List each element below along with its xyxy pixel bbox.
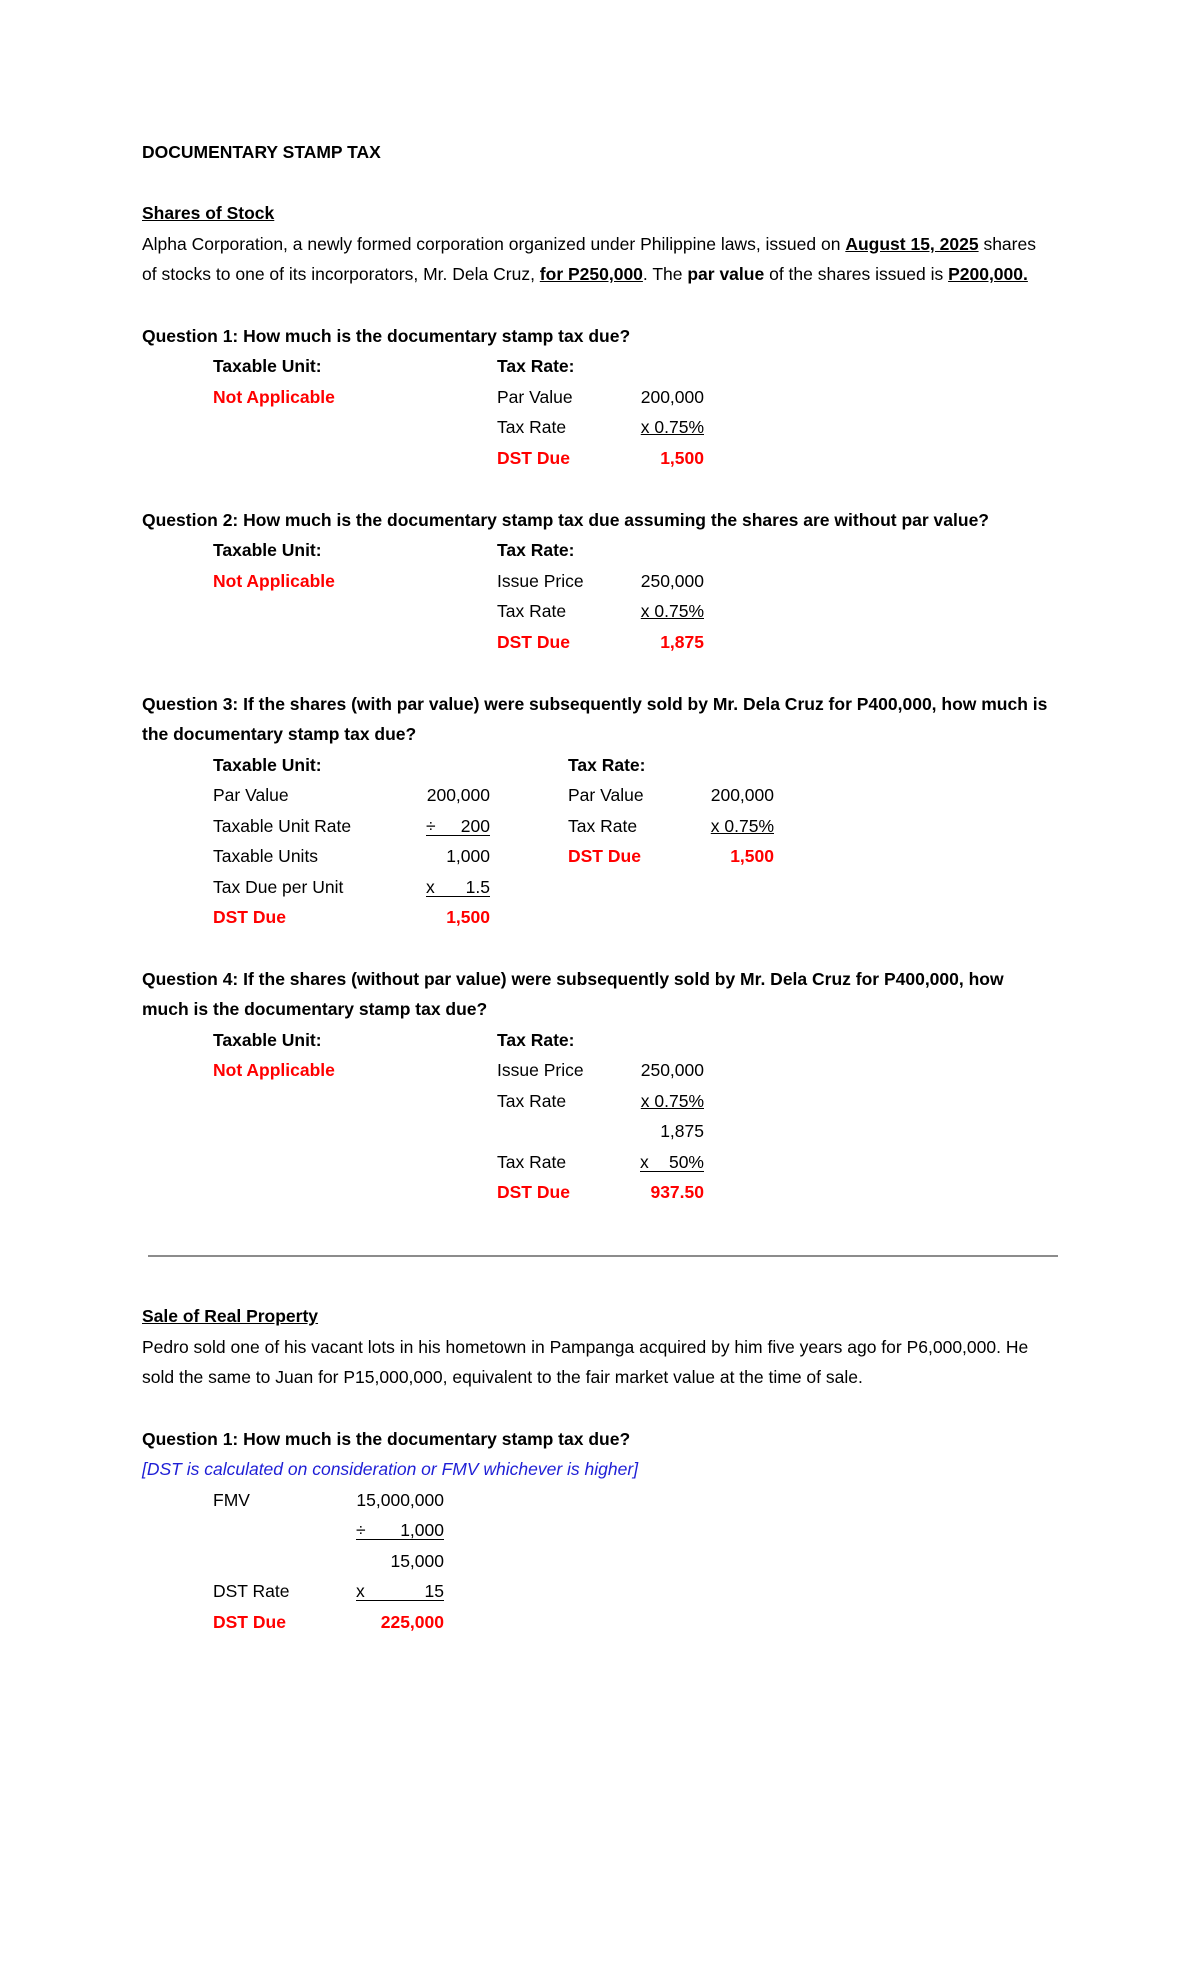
- q3-rate-row-value: x 0.75%: [710, 816, 774, 836]
- q4-taxable-unit-label: Taxable Unit:: [213, 1030, 322, 1050]
- q3-taxable-row-label: Par Value: [213, 785, 289, 805]
- q2-row-value: x 0.75%: [640, 601, 704, 621]
- rp-row-value: 15: [424, 1581, 444, 1601]
- q4-row-op: x: [640, 1152, 649, 1172]
- rp-dst-due-value: 225,000: [380, 1612, 444, 1632]
- q3-taxable-row-value: 1.5: [465, 877, 490, 897]
- rp-row-value: 15,000,000: [356, 1490, 444, 1510]
- q4-row-label: Tax Rate: [497, 1091, 567, 1111]
- q4-row-value: 50%: [668, 1152, 704, 1172]
- q1-row-value: x 0.75%: [640, 417, 704, 437]
- q3-rate-dst-due-label: DST Due: [568, 846, 641, 866]
- q3-taxable-row-label: Taxable Unit Rate: [213, 816, 352, 836]
- q4-question-line2: much is the documentary stamp tax due?: [142, 999, 488, 1019]
- q1-tax-rate-label: Tax Rate:: [497, 356, 575, 376]
- q3-rate-row-label: Tax Rate: [568, 816, 638, 836]
- rp-row-op: x: [356, 1581, 365, 1601]
- q4-row-value: 250,000: [640, 1060, 704, 1080]
- q2-row-label: Issue Price: [497, 571, 584, 591]
- q1-row-label: Tax Rate: [497, 417, 567, 437]
- q3-dst-due-value: 1,500: [446, 907, 490, 927]
- q3-rate-dst-due-value: 1,500: [730, 846, 774, 866]
- q1-taxable-unit-label: Taxable Unit:: [213, 356, 322, 376]
- q3-taxable-unit-label: Taxable Unit:: [213, 755, 322, 775]
- q2-tax-rate-label: Tax Rate:: [497, 540, 575, 560]
- q3-taxable-row-value: 200: [460, 816, 490, 836]
- rp-row-value: 1,000: [400, 1520, 444, 1540]
- issue-price: for P250,000: [539, 264, 643, 284]
- document-title: DOCUMENTARY STAMP TAX: [142, 142, 381, 162]
- q2-taxable-unit-label: Taxable Unit:: [213, 540, 322, 560]
- rp-dst-due-label: DST Due: [213, 1612, 286, 1632]
- section-heading-real-property: Sale of Real Property: [142, 1306, 319, 1326]
- q3-dst-due-label: DST Due: [213, 907, 286, 927]
- q2-taxable-unit-value: Not Applicable: [213, 571, 335, 591]
- q3-taxable-row-label: Taxable Units: [213, 846, 319, 866]
- q3-taxable-row-label: Tax Due per Unit: [213, 877, 344, 897]
- shares-paragraph-line2: of stocks to one of its incorporators, Mr. Dela Cruz, for P250,000. The par value of the shares issued is P200,000.: [142, 264, 1028, 284]
- issue-date: August 15, 2025: [845, 234, 979, 254]
- q2-row-label: Tax Rate: [497, 601, 567, 621]
- q4-dst-due-value: 937.50: [650, 1182, 704, 1202]
- par-value-amount: P200,000.: [948, 264, 1028, 284]
- q3-taxable-row-op: ÷: [426, 816, 436, 836]
- q4-question-line1: Question 4: If the shares (without par value) were subsequently sold by Mr. Dela Cruz for P400,000, how: [142, 969, 1004, 989]
- q1-question: Question 1: How much is the documentary stamp tax due?: [142, 326, 631, 346]
- q2-row-value: 250,000: [640, 571, 704, 591]
- real-property-paragraph-line1: Pedro sold one of his vacant lots in his hometown in Pampanga acquired by him five years ago for P6,000,000. He: [142, 1337, 1029, 1357]
- rp-q1-question: Question 1: How much is the documentary stamp tax due?: [142, 1429, 631, 1449]
- q1-row-value: 200,000: [640, 387, 704, 407]
- q3-question-line2: the documentary stamp tax due?: [142, 724, 417, 744]
- q4-row-label: Issue Price: [497, 1060, 584, 1080]
- rp-row-label: DST Rate: [213, 1581, 290, 1601]
- q1-taxable-unit-value: Not Applicable: [213, 387, 335, 407]
- q3-rate-row-value: 200,000: [710, 785, 774, 805]
- q4-taxable-unit-value: Not Applicable: [213, 1060, 335, 1080]
- q1-row-label: Par Value: [497, 387, 573, 407]
- q2-dst-due-value: 1,875: [660, 632, 704, 652]
- q4-row-value: 1,875: [660, 1121, 704, 1141]
- real-property-paragraph-line2: sold the same to Juan for P15,000,000, equivalent to the fair market value at the time of sale.: [142, 1367, 863, 1387]
- q4-tax-rate-label: Tax Rate:: [497, 1030, 575, 1050]
- q3-tax-rate-label: Tax Rate:: [568, 755, 646, 775]
- rp-row-label: FMV: [213, 1490, 250, 1510]
- q1-dst-due-value: 1,500: [660, 448, 704, 468]
- q2-dst-due-label: DST Due: [497, 632, 570, 652]
- q3-taxable-row-value: 200,000: [426, 785, 490, 805]
- q4-dst-due-label: DST Due: [497, 1182, 570, 1202]
- q3-question-line1: Question 3: If the shares (with par value) were subsequently sold by Mr. Dela Cruz for P400,000, how much is: [142, 694, 1048, 714]
- q3-taxable-row-op: x: [426, 877, 435, 897]
- q4-row-value: x 0.75%: [640, 1091, 704, 1111]
- rp-row-op: ÷: [356, 1520, 366, 1540]
- q3-rate-row-label: Par Value: [568, 785, 644, 805]
- q1-dst-due-label: DST Due: [497, 448, 570, 468]
- rp-q1-note: [DST is calculated on consideration or FMV whichever is higher]: [142, 1459, 639, 1479]
- section-heading-shares: Shares of Stock: [142, 203, 275, 223]
- q2-question: Question 2: How much is the documentary stamp tax due assuming the shares are without par value?: [142, 510, 989, 530]
- shares-paragraph-line1: Alpha Corporation, a newly formed corporation organized under Philippine laws, issued on August 15, 2025 shares: [142, 234, 1036, 254]
- q4-row-label: Tax Rate: [497, 1152, 567, 1172]
- rp-row-value: 15,000: [390, 1551, 444, 1571]
- section-divider: [148, 1255, 1058, 1257]
- q3-taxable-row-value: 1,000: [446, 846, 490, 866]
